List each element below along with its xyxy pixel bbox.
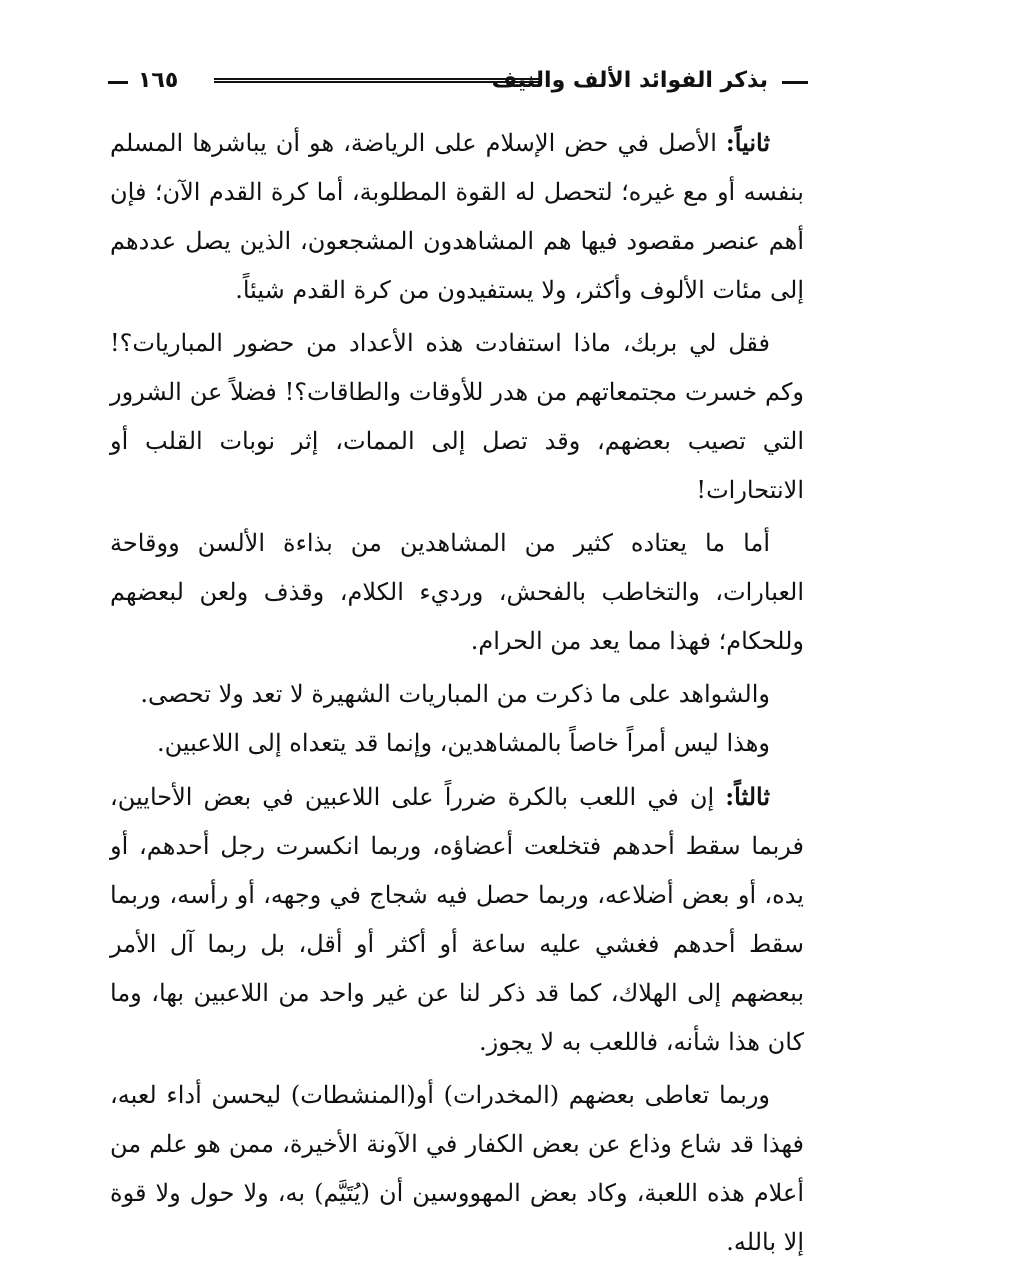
header-dash-right — [782, 81, 808, 84]
paragraph-text: وهذا ليس أمراً خاصاً بالمشاهدين، وإنما قد يتعداه إلى اللاعبين. — [157, 729, 770, 757]
paragraph-lead: ثالثاً: — [725, 782, 770, 811]
paragraph-2 — [110, 319, 804, 515]
page-number: ١٦٥ — [138, 68, 179, 93]
paragraph-text: والشواهد على ما ذكرت من المباريات الشهيرة لا تعد ولا تحصى. — [140, 680, 770, 708]
body-text — [110, 118, 804, 1267]
paragraph-5 — [110, 719, 804, 768]
paragraph-lead: ثانياً: — [725, 128, 770, 157]
paragraph-text: فقل لي بربك، ماذا استفادت هذه الأعداد من حضور المباريات؟! وكم خسرت مجتمعاتهم من هدر للأوقات والطاقات؟! فضلاً عن الشرور التي تصيب بعضهم، وقد تصل إلى الممات، إثر نوبات القلب أو الانتحارات! — [110, 329, 804, 504]
paragraph-text: أما ما يعتاده كثير من المشاهدين من بذاءة الألسن ووقاحة العبارات، والتخاطب بالفحش، ورديء الكلام، وقذف ولعن لبعضهم وللحكام؛ فهذا مما يعد من الحرام. — [110, 529, 804, 655]
paragraph-3 — [110, 519, 804, 666]
paragraph-text: الأصل في حض الإسلام على الرياضة، هو أن يباشرها المسلم بنفسه أو مع غيره؛ لتحصل له القوة المطلوبة، أما كرة القدم الآن؛ فإن أهم عنصر مقصود فيها هم المشاهدون المشجعون، الذين يصل عددهم إلى مئات الألوف وأكثر، ولا يستفيدون من كرة القدم شيئاً. — [110, 129, 804, 304]
paragraph-text: إن في اللعب بالكرة ضرراً على اللاعبين في بعض الأحايين، فربما سقط أحدهم فتخلعت أعضاؤه، وربما انكسرت رجل أحدهم، أو يده، أو بعض أضلاعه، وربما حصل فيه شجاج في وجهه، أو رأسه، وربما سقط أحدهم فغشي عليه ساعة أو أكثر أو أقل، بل ربما آل الأمر ببعضهم إلى الهلاك، كما قد ذكر لنا عن غير واحد من اللاعبين بها، وما كان هذا شأنه، فاللعب به لا يجوز. — [110, 783, 804, 1056]
paragraph-6 — [110, 772, 804, 1067]
paragraph-text: وربما تعاطى بعضهم (المخدرات) أو(المنشطات) ليحسن أداء لعبه، فهذا قد شاع وذاع عن بعض الكفار في الآونة الأخيرة، ممن هو علم من أعلام هذه اللعبة، وكاد بعض المهووسين أن (يُتَيَّم) به، ولا حول ولا قوة إلا بالله. — [110, 1081, 804, 1256]
header-title: بذكر الفوائد الألف والنيف — [491, 68, 768, 93]
paragraph-7 — [110, 1071, 804, 1267]
header-dash-left — [108, 81, 128, 84]
paragraph-4 — [110, 670, 804, 719]
running-header — [108, 62, 808, 102]
paragraph-1 — [110, 118, 804, 315]
header-rule — [214, 78, 542, 83]
